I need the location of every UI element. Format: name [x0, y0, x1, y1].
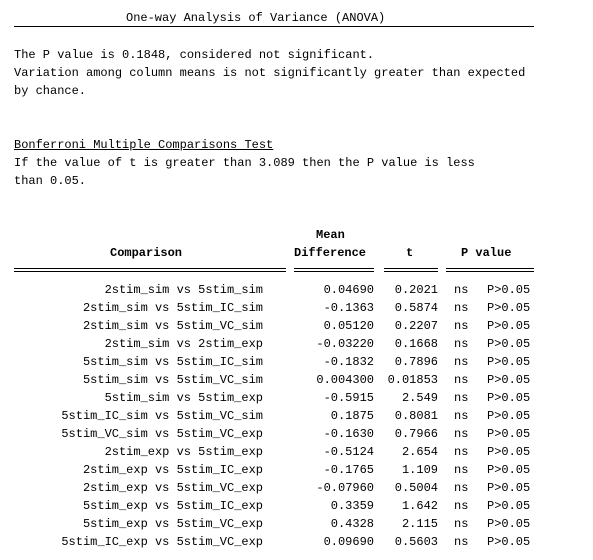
significance-cell: ns	[454, 499, 469, 513]
bonferroni-text-line-1: If the value of t is greater than 3.089 then the P value is less	[14, 156, 475, 170]
p-value-cell: P>0.05	[487, 373, 531, 387]
comparison-cell: 2stim_exp vs 5stim_exp	[104, 445, 263, 459]
t-value-cell: 0.2021	[394, 283, 438, 297]
t-value-cell: 0.01853	[387, 373, 438, 387]
t-value-cell: 0.2207	[394, 319, 438, 333]
comparison-cell: 2stim_sim vs 5stim_VC_sim	[82, 319, 263, 333]
t-value-cell: 0.7896	[394, 355, 438, 369]
significance-cell: ns	[454, 517, 469, 531]
t-value-cell: 0.7966	[394, 427, 438, 441]
t-value-cell: 0.8081	[394, 409, 438, 423]
bonferroni-title: Bonferroni Multiple Comparisons Test	[14, 138, 274, 152]
mean-difference-cell: -0.1630	[323, 427, 374, 441]
p-value-cell: P>0.05	[487, 337, 531, 351]
p-value-cell: P>0.05	[487, 517, 531, 531]
significance-cell: ns	[454, 391, 469, 405]
significance-cell: ns	[454, 373, 469, 387]
significance-cell: ns	[454, 409, 469, 423]
t-value-cell: 2.115	[401, 517, 438, 531]
comparison-cell: 2stim_sim vs 5stim_sim	[104, 283, 263, 297]
header-mean-line-2: Difference	[294, 246, 367, 260]
mean-difference-cell: -0.03220	[316, 337, 374, 351]
mean-difference-cell: 0.004300	[316, 373, 374, 387]
significance-cell: ns	[454, 463, 469, 477]
page-title: One-way Analysis of Variance (ANOVA)	[126, 11, 386, 25]
t-value-cell: 0.5603	[394, 535, 438, 549]
significance-cell: ns	[454, 301, 469, 315]
p-value-cell: P>0.05	[487, 319, 531, 333]
mean-difference-cell: -0.5915	[323, 391, 374, 405]
comparison-cell: 2stim_sim vs 2stim_exp	[104, 337, 263, 351]
mean-difference-cell: -0.07960	[316, 481, 374, 495]
anova-result-line-2: Variation among column means is not significantly greater than expected	[14, 66, 526, 80]
significance-cell: ns	[454, 355, 469, 369]
p-value-cell: P>0.05	[487, 391, 531, 405]
p-value-cell: P>0.05	[487, 283, 531, 297]
mean-difference-cell: 0.3359	[330, 499, 374, 513]
t-value-cell: 1.109	[401, 463, 438, 477]
comparison-cell: 2stim_exp vs 5stim_IC_exp	[82, 463, 263, 477]
significance-cell: ns	[454, 283, 469, 297]
bonferroni-text-line-2: than 0.05.	[14, 174, 87, 188]
p-value-cell: P>0.05	[487, 427, 531, 441]
comparison-cell: 5stim_IC_exp vs 5stim_VC_exp	[61, 535, 263, 549]
significance-cell: ns	[454, 319, 469, 333]
significance-cell: ns	[454, 337, 469, 351]
t-value-cell: 2.654	[401, 445, 438, 459]
t-value-cell: 0.5874	[394, 301, 438, 315]
mean-difference-cell: 0.04690	[323, 283, 374, 297]
mean-difference-cell: -0.5124	[323, 445, 374, 459]
comparison-cell: 5stim_VC_sim vs 5stim_VC_exp	[61, 427, 263, 441]
anova-result-line-1: The P value is 0.1848, considered not significant.	[14, 48, 375, 62]
p-value-cell: P>0.05	[487, 409, 531, 423]
p-value-cell: P>0.05	[487, 481, 531, 495]
title-underline	[14, 26, 534, 27]
mean-difference-cell: -0.1765	[323, 463, 374, 477]
significance-cell: ns	[454, 427, 469, 441]
mean-difference-cell: 0.4328	[330, 517, 374, 531]
significance-cell: ns	[454, 445, 469, 459]
t-value-cell: 0.1668	[394, 337, 438, 351]
comparison-cell: 5stim_sim vs 5stim_exp	[104, 391, 263, 405]
comparison-cell: 2stim_sim vs 5stim_IC_sim	[82, 301, 263, 315]
comparison-cell: 2stim_exp vs 5stim_VC_exp	[82, 481, 263, 495]
t-value-cell: 2.549	[401, 391, 438, 405]
significance-cell: ns	[454, 481, 469, 495]
mean-difference-cell: 0.05120	[323, 319, 374, 333]
anova-result-line-3: by chance.	[14, 84, 87, 98]
p-value-cell: P>0.05	[487, 355, 531, 369]
significance-cell: ns	[454, 535, 469, 549]
header-t: t	[406, 246, 414, 260]
comparison-cell: 5stim_exp vs 5stim_VC_exp	[82, 517, 263, 531]
comparison-cell: 5stim_sim vs 5stim_IC_sim	[82, 355, 263, 369]
header-comparison: Comparison	[110, 246, 183, 260]
mean-difference-cell: -0.1832	[323, 355, 374, 369]
t-value-cell: 0.5004	[394, 481, 438, 495]
header-mean-line-1: Mean	[316, 228, 345, 242]
p-value-cell: P>0.05	[487, 463, 531, 477]
t-value-cell: 1.642	[401, 499, 438, 513]
p-value-cell: P>0.05	[487, 499, 531, 513]
comparison-cell: 5stim_exp vs 5stim_IC_exp	[82, 499, 263, 513]
mean-difference-cell: -0.1363	[323, 301, 374, 315]
p-value-cell: P>0.05	[487, 445, 531, 459]
header-p-value: P value	[461, 246, 512, 260]
p-value-cell: P>0.05	[487, 301, 531, 315]
comparison-cell: 5stim_IC_sim vs 5stim_VC_sim	[61, 409, 263, 423]
p-value-cell: P>0.05	[487, 535, 531, 549]
comparison-cell: 5stim_sim vs 5stim_VC_sim	[82, 373, 263, 387]
mean-difference-cell: 0.1875	[330, 409, 374, 423]
mean-difference-cell: 0.09690	[323, 535, 374, 549]
